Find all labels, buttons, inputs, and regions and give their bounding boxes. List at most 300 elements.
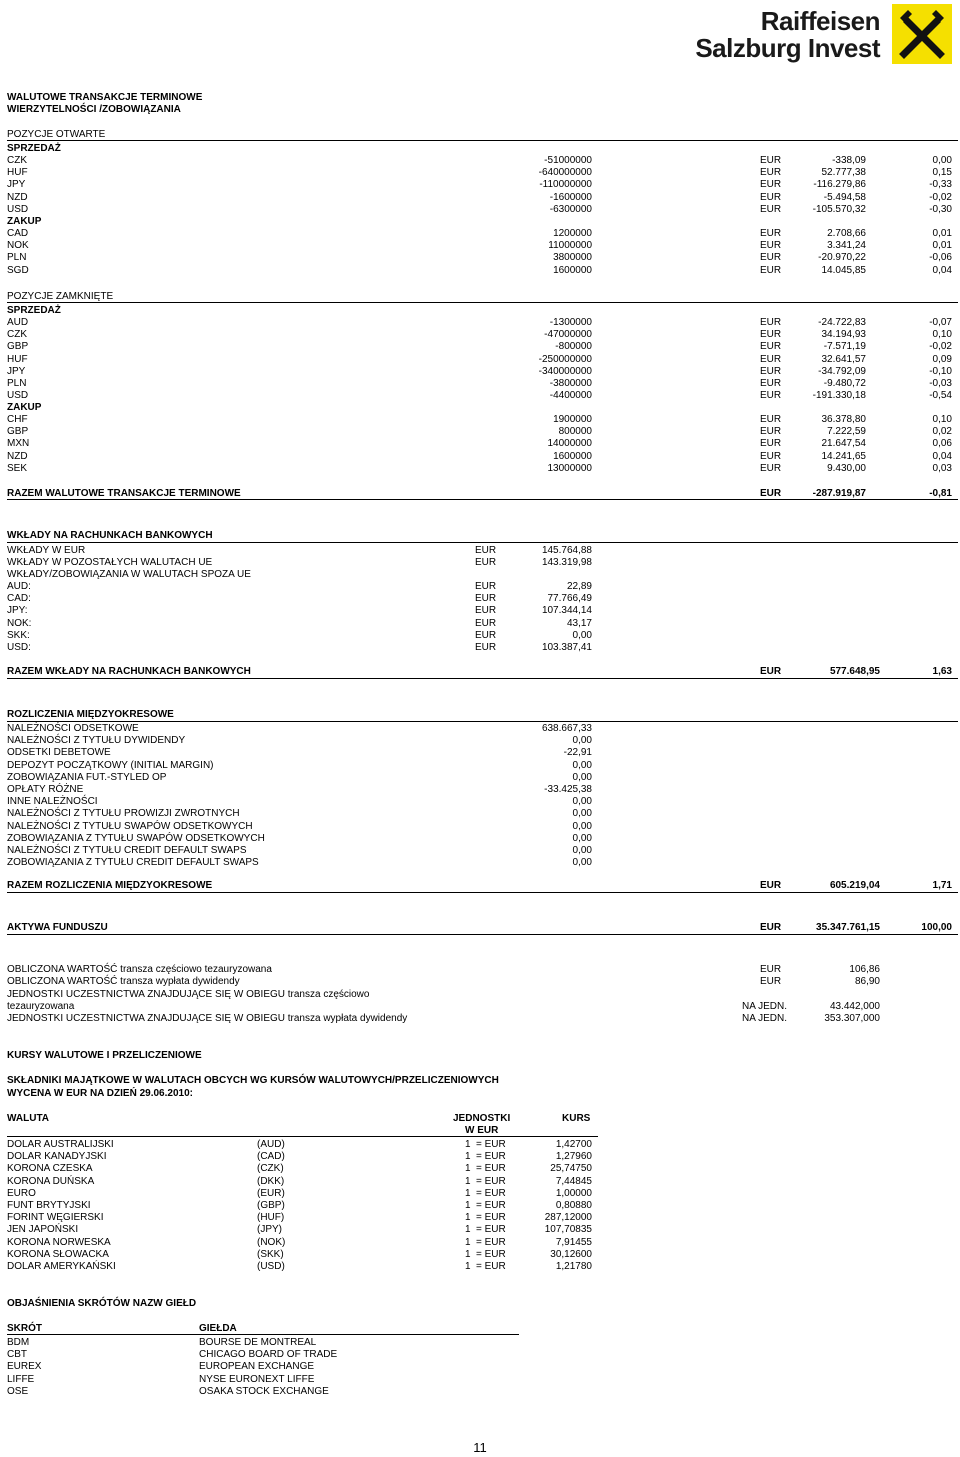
value: -191.330,18 xyxy=(812,390,866,402)
table-row xyxy=(0,317,960,329)
settlement-label: ZOBOWIĄZANIA FUT.-STYLED OP xyxy=(7,771,167,783)
percent: -0,30 xyxy=(929,203,952,215)
value: -20.970,22 xyxy=(818,252,866,264)
deposit-value: 22,89 xyxy=(566,581,592,592)
table-row xyxy=(0,1163,960,1175)
table-row xyxy=(0,1200,960,1212)
settlement-label: NALEŻNOŚCI Z TYTUŁU CREDIT DEFAULT SWAPS xyxy=(7,845,247,856)
currency-code: CZK xyxy=(7,155,27,166)
table-row xyxy=(0,605,960,617)
currency-code: USD xyxy=(7,203,29,215)
table-row xyxy=(0,252,960,264)
rate: 1,27960 xyxy=(555,1151,592,1163)
amount: -800000 xyxy=(555,341,592,353)
equals-eur: = EUR xyxy=(476,1151,506,1163)
currency-code: (EUR) xyxy=(257,1187,285,1199)
currency-unit: EUR xyxy=(760,426,782,438)
page-number: 11 xyxy=(473,1440,487,1455)
currency-unit: EUR xyxy=(475,617,497,629)
fx-col-rate: KURS xyxy=(562,1113,591,1124)
currency-code: HUF xyxy=(7,167,28,179)
currency-unit: EUR xyxy=(760,317,782,328)
currency-code: USD xyxy=(7,390,29,402)
amount: 13000000 xyxy=(547,462,592,474)
unit: 1 xyxy=(465,1200,471,1211)
doc-title-1: WALUTOWE TRANSAKCJE TERMINOWE xyxy=(7,92,203,103)
settle-title: ROZLICZENIA MIĘDZYOKRESOWE xyxy=(7,709,174,720)
settlement-value: 0,00 xyxy=(572,857,592,869)
table-row xyxy=(0,265,960,277)
nav-row-value: 353.307,000 xyxy=(824,1013,880,1024)
fx-title: KURSY WALUTOWE I PRZELICZENIOWE xyxy=(7,1050,202,1061)
value: 2.708,66 xyxy=(827,228,866,239)
percent: 0,01 xyxy=(932,240,952,252)
table-row xyxy=(0,438,960,450)
exchange-code: BDM xyxy=(7,1337,30,1348)
currency-unit: EUR xyxy=(760,365,782,377)
currency-code: SGD xyxy=(7,264,29,276)
table-row xyxy=(0,179,960,191)
company-logo xyxy=(684,4,952,64)
forex-total-cur: EUR xyxy=(760,488,782,499)
fx-col-units-1: JEDNOSTKI xyxy=(453,1113,511,1124)
settlement-label: NALEŻNOŚCI Z TYTUŁU DYWIDENDY xyxy=(7,735,186,747)
bank-title: WKŁADY NA RACHUNKACH BANKOWYCH xyxy=(7,530,213,541)
deposit-value: 43,17 xyxy=(566,617,592,629)
currency-code: (AUD) xyxy=(257,1139,285,1150)
nav-row-value: 106,86 xyxy=(849,964,880,975)
nav-row-label: OBLICZONA WARTOŚĆ transza wypłata dywidendy xyxy=(7,976,240,987)
percent: -0,03 xyxy=(929,378,952,389)
amount: -1600000 xyxy=(549,191,592,203)
table-row xyxy=(0,1361,960,1373)
table-row xyxy=(0,642,960,654)
currency-code: (CAD) xyxy=(257,1151,285,1163)
bank-total-row xyxy=(0,666,960,678)
settlement-value: 0,00 xyxy=(572,759,592,771)
nav-row-value: 43.442,000 xyxy=(829,1001,880,1012)
amount: 1200000 xyxy=(553,228,592,239)
nav-row-label: JEDNOSTKI UCZESTNICTWA ZNAJDUJĄCE SIĘ W OBIEGU transza wypłata dywidendy xyxy=(7,1013,408,1024)
currency-unit: EUR xyxy=(475,545,497,556)
amount: 800000 xyxy=(558,426,592,438)
settlement-label: NALEŻNOŚCI Z TYTUŁU PROWIZJI ZWROTNYCH xyxy=(7,808,240,820)
settlement-label: OPŁATY RÓŻNE xyxy=(7,784,84,795)
unit: 1 xyxy=(465,1163,471,1175)
amount: -4400000 xyxy=(549,390,592,402)
rate: 1,42700 xyxy=(555,1139,592,1150)
currency-code: (SKK) xyxy=(257,1248,284,1260)
currency-unit: EUR xyxy=(760,203,782,215)
settlement-label: ZOBOWIĄZANIA Z TYTUŁU CREDIT DEFAULT SWAPS xyxy=(7,857,259,869)
currency-code: PLN xyxy=(7,252,27,264)
table-row xyxy=(0,1176,960,1188)
table-row xyxy=(0,240,960,252)
raiffeisen-gable-cross-icon xyxy=(892,4,952,64)
percent: 0,04 xyxy=(932,450,952,462)
currency-unit: EUR xyxy=(760,228,782,239)
table-row xyxy=(0,463,960,475)
table-row xyxy=(0,329,960,341)
exchange-code: OSE xyxy=(7,1385,29,1397)
value: -5.494,58 xyxy=(823,191,866,203)
unit: 1 xyxy=(465,1187,471,1199)
table-row xyxy=(0,1188,960,1200)
rate: 287,12000 xyxy=(544,1212,592,1224)
currency-unit: EUR xyxy=(760,414,782,425)
bank-total-value: 577.648,95 xyxy=(829,666,880,677)
table-row xyxy=(0,1151,960,1163)
table-row xyxy=(0,1261,960,1273)
currency-unit: EUR xyxy=(760,167,782,179)
equals-eur: = EUR xyxy=(476,1175,506,1187)
percent: 0,15 xyxy=(932,167,952,179)
settlement-value: 638.667,33 xyxy=(541,723,592,734)
currency-name: FUNT BRYTYJSKI xyxy=(7,1200,91,1211)
currency-code: (GBP) xyxy=(257,1200,285,1211)
percent: 0,01 xyxy=(932,228,952,239)
currency-code: NZD xyxy=(7,191,28,203)
logo-line1: Raiffeisen xyxy=(760,6,880,36)
amount: 14000000 xyxy=(547,438,592,450)
unit: 1 xyxy=(465,1212,471,1224)
nav-row-2 xyxy=(0,976,960,988)
amount: 11000000 xyxy=(548,240,592,252)
value: -24.722,83 xyxy=(818,317,866,328)
exchange-name: NYSE EURONEXT LIFFE xyxy=(199,1373,315,1385)
nav-row-4 xyxy=(0,1013,960,1025)
table-row xyxy=(0,735,960,747)
table-row xyxy=(0,1224,960,1236)
table-row xyxy=(0,857,960,869)
abbrev-title: OBJAŚNIENIA SKRÓTÓW NAZW GIEŁD xyxy=(7,1298,197,1309)
settlement-value: 0,00 xyxy=(572,845,592,856)
table-row xyxy=(0,204,960,216)
divider xyxy=(7,1334,519,1335)
currency-name: JEN JAPOŃSKI xyxy=(7,1224,79,1236)
table-row xyxy=(0,784,960,796)
currency-code: JPY xyxy=(7,179,26,191)
currency-unit: EUR xyxy=(760,462,782,474)
currency-unit: EUR xyxy=(475,593,497,605)
bank-total-label: RAZEM WKŁADY NA RACHUNKACH BANKOWYCH xyxy=(7,666,251,677)
amount: -3800000 xyxy=(549,378,592,389)
percent: -0,10 xyxy=(929,365,952,377)
divider xyxy=(7,678,958,679)
table-row xyxy=(0,796,960,808)
deposit-label: NOK: xyxy=(7,617,32,629)
divider xyxy=(7,302,958,303)
equals-eur: = EUR xyxy=(476,1163,506,1175)
currency-code: GBP xyxy=(7,341,29,353)
open-positions-title: POZYCJE OTWARTE xyxy=(7,129,106,140)
nav-row-1 xyxy=(0,964,960,976)
table-row xyxy=(0,414,960,426)
value: 34.194,93 xyxy=(821,329,866,341)
abbrev-col-name: GIEŁDA xyxy=(199,1323,237,1334)
nav-row-cur: EUR xyxy=(760,964,782,975)
forex-total-label: RAZEM WALUTOWE TRANSAKCJE TERMINOWE xyxy=(7,488,241,499)
unit: 1 xyxy=(465,1236,471,1248)
currency-code: CAD xyxy=(7,228,29,239)
settle-total-label: RAZEM ROZLICZENIA MIĘDZYOKRESOWE xyxy=(7,880,213,891)
settle-total-pct: 1,71 xyxy=(932,880,952,891)
assets-value: 35.347.761,15 xyxy=(816,922,880,933)
bank-subheader: WKŁADY/ZOBOWIĄZANIA W WALUTACH SPOZA UE xyxy=(7,569,251,580)
currency-unit: EUR xyxy=(475,605,497,617)
value: -116.279,86 xyxy=(813,179,866,191)
percent: 0,02 xyxy=(932,426,952,438)
value: -338,09 xyxy=(832,155,866,166)
table-row xyxy=(0,747,960,759)
percent: -0,33 xyxy=(929,179,952,191)
table-row xyxy=(0,341,960,353)
amount: -340000000 xyxy=(538,365,592,377)
table-row xyxy=(0,821,960,833)
rate: 25,74750 xyxy=(550,1163,592,1175)
table-row xyxy=(0,390,960,402)
assets-label: AKTYWA FUNDUSZU xyxy=(7,922,108,933)
currency-unit: EUR xyxy=(760,390,782,402)
unit: 1 xyxy=(465,1139,471,1150)
currency-code: PLN xyxy=(7,378,27,389)
currency-name: DOLAR KANADYJSKI xyxy=(7,1151,107,1163)
percent: -0,06 xyxy=(929,252,952,264)
percent: 0,10 xyxy=(932,329,952,341)
deposit-value: 143.319,98 xyxy=(541,557,592,569)
currency-code: (DKK) xyxy=(257,1175,285,1187)
currency-unit: EUR xyxy=(760,353,782,365)
value: 9.430,00 xyxy=(827,462,866,474)
table-row xyxy=(0,155,960,167)
amount: -51000000 xyxy=(544,155,592,166)
currency-code: NOK xyxy=(7,240,29,252)
currency-name: EURO xyxy=(7,1187,36,1199)
currency-code: (JPY) xyxy=(257,1224,282,1236)
table-row xyxy=(0,772,960,784)
currency-unit: EUR xyxy=(475,557,497,569)
amount: -110000000 xyxy=(539,179,592,191)
nav-row-value: 86,90 xyxy=(854,976,880,987)
settlement-value: 0,00 xyxy=(572,808,592,820)
unit: 1 xyxy=(465,1175,471,1187)
settlement-label: NALEŻNOŚCI Z TYTUŁU SWAPÓW ODSETKOWYCH xyxy=(7,820,253,832)
settlement-value: -22,91 xyxy=(563,747,592,759)
settlement-value: 0,00 xyxy=(572,771,592,783)
currency-name: KORONA NORWESKA xyxy=(7,1236,111,1248)
fx-col-currency: WALUTA xyxy=(7,1113,50,1124)
table-row xyxy=(0,581,960,593)
value: -34.792,09 xyxy=(818,365,866,377)
settlement-value: 0,00 xyxy=(572,832,592,844)
value: 3.341,24 xyxy=(827,240,866,252)
deposit-label: SKK: xyxy=(7,629,30,641)
deposit-label: CAD: xyxy=(7,593,31,605)
currency-code: CZK xyxy=(7,329,27,341)
value: 32.641,57 xyxy=(821,353,866,365)
currency-unit: EUR xyxy=(760,329,782,341)
amount: -1300000 xyxy=(549,317,592,328)
closed-positions-title: POZYCJE ZAMKNIĘTE xyxy=(7,291,114,302)
table-row xyxy=(0,366,960,378)
settlement-value: -33.425,38 xyxy=(544,784,592,795)
value: -9.480,72 xyxy=(823,378,866,389)
deposit-value: 103.387,41 xyxy=(541,642,592,653)
bank-total-pct: 1,63 xyxy=(932,666,952,677)
value: 7.222,59 xyxy=(827,426,866,438)
nav-row-3 xyxy=(0,1001,960,1013)
nav-row-cur: NA JEDN. xyxy=(742,1001,788,1012)
value: 14.045,85 xyxy=(821,264,866,276)
currency-code: (CZK) xyxy=(257,1163,284,1175)
currency-code: GBP xyxy=(7,426,29,438)
amount: -6300000 xyxy=(549,203,592,215)
deposit-label: AUD: xyxy=(7,581,31,592)
settlement-label: INNE NALEŻNOŚCI xyxy=(7,796,98,808)
settle-total-row xyxy=(0,880,960,892)
table-row xyxy=(0,845,960,857)
currency-unit: EUR xyxy=(760,179,782,191)
currency-name: KORONA DUŃSKA xyxy=(7,1175,95,1187)
equals-eur: = EUR xyxy=(476,1187,506,1199)
currency-code: CHF xyxy=(7,414,28,425)
currency-unit: EUR xyxy=(475,581,497,592)
nav-row-cur: EUR xyxy=(760,976,782,987)
rate: 30,12600 xyxy=(550,1248,592,1260)
currency-unit: EUR xyxy=(475,629,497,641)
rate: 1,00000 xyxy=(555,1187,592,1199)
table-row xyxy=(0,1249,960,1261)
settlement-label: DEPOZYT POCZĄTKOWY (INITIAL MARGIN) xyxy=(7,759,214,771)
table-row xyxy=(0,808,960,820)
table-row xyxy=(0,1349,960,1361)
fx-subtitle-2: WYCENA W EUR NA DZIEŃ 29.06.2010: xyxy=(7,1088,193,1099)
equals-eur: = EUR xyxy=(476,1139,506,1150)
percent: -0,02 xyxy=(929,191,952,203)
amount: -47000000 xyxy=(544,329,592,341)
exchange-name: CHICAGO BOARD OF TRADE xyxy=(199,1349,338,1361)
table-row xyxy=(0,1374,960,1386)
currency-name: DOLAR AUSTRALIJSKI xyxy=(7,1139,114,1150)
deposit-label: USD: xyxy=(7,642,31,653)
nav-row-3-label-line2: tezauryzowana xyxy=(7,1001,75,1012)
nav-row-label: OBLICZONA WARTOŚĆ transza częściowo tezauryzowana xyxy=(7,964,272,975)
table-row xyxy=(0,833,960,845)
percent: -0,07 xyxy=(929,317,952,328)
deposit-value: 107.344,14 xyxy=(541,605,592,617)
currency-code: (HUF) xyxy=(257,1212,285,1224)
currency-name: DOLAR AMERYKAŃSKI xyxy=(7,1261,116,1272)
value: 52.777,38 xyxy=(821,167,866,179)
table-row xyxy=(0,451,960,463)
closed-buy-label: ZAKUP xyxy=(7,402,42,413)
currency-code: SEK xyxy=(7,462,28,474)
amount: -640000000 xyxy=(538,167,592,179)
assets-pct: 100,00 xyxy=(921,922,952,933)
settlement-value: 0,00 xyxy=(572,796,592,808)
currency-code: (USD) xyxy=(257,1261,285,1272)
open-buy-label: ZAKUP xyxy=(7,216,42,227)
deposit-label: WKŁADY W EUR xyxy=(7,545,86,556)
currency-unit: EUR xyxy=(760,438,782,450)
divider xyxy=(7,542,958,543)
currency-code: AUD xyxy=(7,317,29,328)
settlement-label: ODSETKI DEBETOWE xyxy=(7,747,111,759)
currency-unit: EUR xyxy=(760,450,782,462)
percent: -0,54 xyxy=(929,390,952,402)
exchange-code: EUREX xyxy=(7,1361,42,1373)
currency-code: (NOK) xyxy=(257,1236,286,1248)
currency-unit: EUR xyxy=(760,341,782,353)
fx-subtitle-1: SKŁADNIKI MAJĄTKOWE W WALUTACH OBCYCH WG KURSÓW WALUTOWYCH/PRZELICZENIOWYCH xyxy=(7,1075,499,1086)
table-row xyxy=(0,228,960,240)
equals-eur: = EUR xyxy=(476,1224,506,1236)
table-row xyxy=(0,192,960,204)
currency-unit: EUR xyxy=(475,642,497,653)
table-row xyxy=(0,760,960,772)
settlement-value: 0,00 xyxy=(572,735,592,747)
table-row xyxy=(0,354,960,366)
table-row xyxy=(0,723,960,735)
deposit-label: WKŁADY W POZOSTAŁYCH WALUTACH UE xyxy=(7,557,213,569)
unit: 1 xyxy=(465,1248,471,1260)
rate: 7,91455 xyxy=(555,1236,592,1248)
equals-eur: = EUR xyxy=(476,1212,506,1224)
currency-name: KORONA CZESKA xyxy=(7,1163,93,1175)
settlement-label: ZOBOWIĄZANIA Z TYTUŁU SWAPÓW ODSETKOWYCH xyxy=(7,832,265,844)
settlement-value: 0,00 xyxy=(572,820,592,832)
equals-eur: = EUR xyxy=(476,1248,506,1260)
settle-total-value: 605.219,04 xyxy=(829,880,880,891)
table-row xyxy=(0,557,960,569)
currency-unit: EUR xyxy=(760,252,782,264)
logo-wordmark xyxy=(684,8,880,62)
value: -7.571,19 xyxy=(823,341,866,353)
nav-row-cur: NA JEDN. xyxy=(742,1013,788,1024)
rate: 7,44845 xyxy=(555,1175,592,1187)
unit: 1 xyxy=(465,1224,471,1236)
table-row xyxy=(0,545,960,557)
settle-total-cur: EUR xyxy=(760,880,782,891)
deposit-label: JPY: xyxy=(7,605,28,617)
divider xyxy=(7,721,958,722)
value: -105.570,32 xyxy=(812,203,866,215)
currency-name: KORONA SŁOWACKA xyxy=(7,1248,109,1260)
value: 36.378,80 xyxy=(821,414,866,425)
currency-unit: EUR xyxy=(760,240,782,252)
deposit-value: 145.764,88 xyxy=(541,545,592,556)
divider xyxy=(7,499,958,500)
table-row xyxy=(0,1386,960,1398)
unit: 1 xyxy=(465,1151,471,1163)
exchange-name: OSAKA STOCK EXCHANGE xyxy=(199,1385,329,1397)
table-row xyxy=(0,167,960,179)
table-row xyxy=(0,1139,960,1151)
currency-name: FORINT WĘGIERSKI xyxy=(7,1212,104,1224)
assets-row xyxy=(0,922,960,934)
table-row xyxy=(0,593,960,605)
rate: 1,21780 xyxy=(555,1261,592,1272)
amount: -250000000 xyxy=(538,353,592,365)
deposit-value: 0,00 xyxy=(572,629,592,641)
currency-code: JPY xyxy=(7,365,26,377)
percent: 0,03 xyxy=(932,462,952,474)
currency-unit: EUR xyxy=(760,378,782,389)
currency-code: HUF xyxy=(7,353,28,365)
equals-eur: = EUR xyxy=(476,1200,506,1211)
assets-cur: EUR xyxy=(760,922,782,933)
value: 21.647,54 xyxy=(821,438,866,450)
